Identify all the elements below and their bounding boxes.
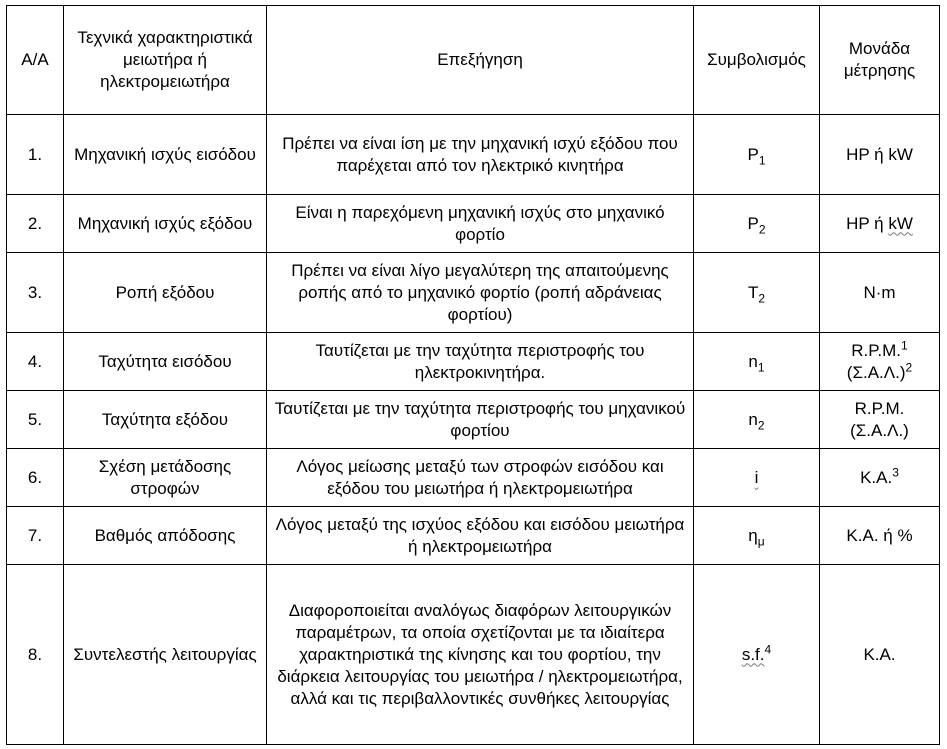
- symbol-subscript: 2: [757, 417, 765, 432]
- symbol-base: n: [748, 409, 758, 429]
- table-row: [7, 565, 940, 745]
- footnote-mark: 4: [764, 641, 772, 656]
- row-unit: [820, 391, 940, 449]
- unit-line2: (Σ.Α.Λ.): [846, 362, 906, 382]
- row-feature: Ταχύτητα εξόδου: [64, 391, 267, 449]
- row-index: 3.: [7, 253, 64, 333]
- row-symbol: [694, 565, 820, 745]
- row-unit: HP ή kW: [820, 115, 940, 195]
- row-feature: Βαθμός απόδοσης: [64, 507, 267, 565]
- row-feature: Ροπή εξόδου: [64, 253, 267, 333]
- header-symbol: Συμβολισμός: [694, 6, 820, 115]
- row-symbol: [694, 115, 820, 195]
- row-unit: Κ.Α. ή %: [820, 507, 940, 565]
- row-explanation: Ταυτίζεται με την ταχύτητα περιστροφής του μηχανικού φορτίου: [267, 391, 694, 449]
- row-explanation: Πρέπει να είναι λίγο μεγαλύτερη της απαιτούμενης ροπής από το μηχανικό φορτίο (ροπή αδράνειας φορτίου): [267, 253, 694, 333]
- symbol-subscript: 2: [758, 221, 766, 236]
- table-row: [7, 195, 940, 253]
- symbol-base: T: [747, 282, 759, 302]
- symbol-subscript: 1: [757, 359, 765, 374]
- table-row: [7, 333, 940, 391]
- specifications-table: [6, 5, 940, 745]
- symbol-base: η: [748, 525, 758, 545]
- row-symbol: [694, 449, 820, 507]
- symbol-base: P: [747, 144, 759, 164]
- row-symbol: [694, 391, 820, 449]
- row-explanation: Διαφοροποιείται αναλόγως διαφόρων λειτουργικών παραμέτρων, τα οποία σχετίζονται με τα ιδιαίτερα χαρακτηριστικά της κίνησης και του φορτίου, την διάρκεια λειτουργίας του μειωτήρα / ηλεκτρομειωτήρα, αλλά και τις περιβαλλοντικές συνθήκες λειτουργίας: [267, 565, 694, 745]
- row-unit: N·m: [820, 253, 940, 333]
- header-index: Α/Α: [7, 6, 64, 115]
- footnote-mark: 2: [905, 359, 913, 374]
- symbol-base: n: [748, 351, 758, 371]
- symbol-base: P: [747, 213, 759, 233]
- symbol-text: i: [754, 467, 759, 487]
- symbol-text: s.f.: [741, 644, 765, 664]
- row-index: 4.: [7, 333, 64, 391]
- unit-line1: R.P.M.: [851, 340, 902, 360]
- unit-line1: R.P.M.: [854, 398, 905, 418]
- row-explanation: Λόγος μεταξύ της ισχύος εξόδου και εισόδου μειωτήρα ή ηλεκτρομειωτήρα: [267, 507, 694, 565]
- row-index: 7.: [7, 507, 64, 565]
- table-row: [7, 507, 940, 565]
- unit-text: Κ.Α.: [860, 467, 893, 487]
- symbol-subscript: 1: [758, 152, 766, 167]
- table-row: [7, 391, 940, 449]
- symbol-subscript: 2: [758, 290, 766, 305]
- row-feature: Ταχύτητα εισόδου: [64, 333, 267, 391]
- row-feature: Συντελεστής λειτουργίας: [64, 565, 267, 745]
- row-index: 5.: [7, 391, 64, 449]
- row-symbol: [694, 333, 820, 391]
- header-feature: Τεχνικά χαρακτηριστικά μειωτήρα ή ηλεκτρομειωτήρα: [64, 6, 267, 115]
- row-unit: [820, 449, 940, 507]
- row-symbol: [694, 507, 820, 565]
- row-unit: [820, 333, 940, 391]
- header-explanation: Επεξήγηση: [267, 6, 694, 115]
- unit-text: HP ή: [846, 213, 889, 233]
- row-index: 1.: [7, 115, 64, 195]
- row-symbol: [694, 195, 820, 253]
- header-unit: Μονάδα μέτρησης: [820, 6, 940, 115]
- table-row: [7, 253, 940, 333]
- row-explanation: Πρέπει να είναι ίση με την μηχανική ισχύ εξόδου που παρέχεται από τον ηλεκτρικό κινητήρα: [267, 115, 694, 195]
- footnote-mark: 3: [892, 464, 899, 479]
- row-explanation: Ταυτίζεται με την ταχύτητα περιστροφής του ηλεκτροκινητήρα.: [267, 333, 694, 391]
- unit-kw: kW: [888, 213, 913, 233]
- unit-line2: (Σ.Α.Λ.): [850, 420, 909, 440]
- footnote-mark: 1: [901, 337, 908, 352]
- table-row: [7, 449, 940, 507]
- row-feature: Μηχανική ισχύς εξόδου: [64, 195, 267, 253]
- row-index: 2.: [7, 195, 64, 253]
- table-row: [7, 115, 940, 195]
- row-feature: Σχέση μετάδοσης στροφών: [64, 449, 267, 507]
- row-feature: Μηχανική ισχύς εισόδου: [64, 115, 267, 195]
- header-row: [7, 6, 940, 115]
- row-index: 6.: [7, 449, 64, 507]
- row-explanation: Λόγος μείωσης μεταξύ των στροφών εισόδου και εξόδου του μειωτήρα ή ηλεκτρομειωτήρα: [267, 449, 694, 507]
- symbol-subscript: μ: [757, 533, 765, 548]
- row-index: 8.: [7, 565, 64, 745]
- row-unit: Κ.Α.: [820, 565, 940, 745]
- row-unit: [820, 195, 940, 253]
- row-explanation: Είναι η παρεχόμενη μηχανική ισχύς στο μηχανικό φορτίο: [267, 195, 694, 253]
- row-symbol: [694, 253, 820, 333]
